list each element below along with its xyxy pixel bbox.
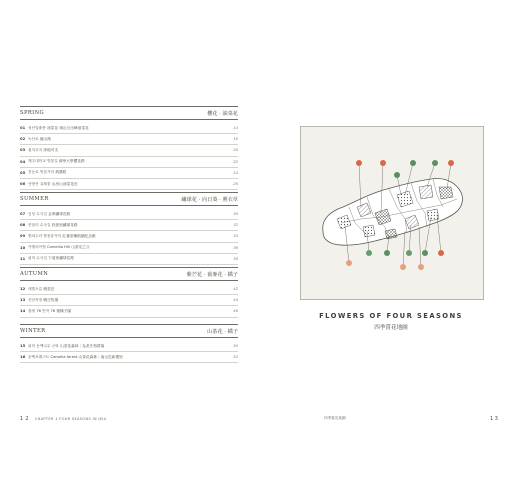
toc-entry[interactable] [20, 145, 238, 156]
entry-page: 36 [233, 245, 238, 250]
left-page [8, 86, 260, 426]
section-header [20, 267, 238, 281]
entry-title: 산천목장 曉日牧場 [28, 297, 59, 302]
entry-number: 12 [20, 287, 26, 292]
entry-page: 38 [233, 256, 238, 261]
toc-entry[interactable] [20, 157, 238, 168]
section-season-en: SPRING [20, 110, 45, 116]
entry-title: 성산일출봉 油菜花 城山日出峰油菜花 [28, 125, 89, 130]
entry-number: 09 [20, 234, 26, 239]
page-number: 1 2 [20, 416, 29, 422]
entry-title: 전농로 벚꽃거리 典農路 [28, 170, 67, 175]
jeju-island-map [301, 127, 483, 299]
entry-page: 20 [233, 148, 238, 153]
section-header [20, 106, 238, 120]
entry-number: 14 [20, 309, 26, 314]
section-season-zh: 繡球花 · 向日葵 · 薰衣草 [181, 196, 238, 203]
entry-number: 07 [20, 212, 26, 217]
entry-title: 종달리 수국길 終達里繡球花路 [28, 222, 78, 227]
toc-entry[interactable] [20, 284, 238, 295]
entry-page: 22 [233, 159, 238, 164]
entry-page: 26 [233, 182, 238, 187]
section-autumn [20, 267, 238, 318]
entry-number: 15 [20, 344, 26, 349]
toc-entry[interactable] [20, 341, 238, 352]
section-header [20, 324, 238, 338]
entry-page: 18 [233, 137, 238, 142]
section-season-en: AUTUMN [20, 271, 49, 277]
entry-page: 32 [233, 223, 238, 228]
section-season-zh: 山茶花 · 橘子 [207, 328, 238, 335]
toc-entry[interactable] [20, 254, 238, 265]
entry-title: 동백포레스트 Camelia forest 山茶花森林｜南元邑新禮里 [28, 354, 123, 359]
entry-page: 42 [233, 287, 238, 292]
entry-page: 14 [233, 126, 238, 131]
section-winter [20, 324, 238, 363]
section-summer [20, 192, 238, 265]
flower-map-panel [300, 126, 484, 300]
section-season-zh: 櫻花 · 油菜花 [207, 110, 238, 117]
entry-page: 50 [233, 344, 238, 349]
toc-entry[interactable] [20, 295, 238, 306]
entry-title: 새별오름 曉星岳 [28, 286, 55, 291]
running-footer-right: 四季賞花地圖 [324, 416, 346, 420]
entry-number: 03 [20, 148, 26, 153]
section-season-en: WINTER [20, 328, 46, 334]
section-spring [20, 106, 238, 190]
section-header [20, 192, 238, 206]
page-number-right: 1 3 [490, 416, 498, 422]
entry-title: 섭지코지 涉地可支 [28, 147, 59, 152]
entry-number: 06 [20, 182, 26, 187]
toc-entry[interactable] [20, 123, 238, 134]
entry-page: 52 [233, 355, 238, 360]
entry-title: 카멜리아힐 Camellia Hill 山茶花之丘 [28, 245, 90, 250]
entry-page: 34 [233, 234, 238, 239]
toc-entry[interactable] [20, 209, 238, 220]
map-subtitle: 四季賞花地圖 [374, 325, 408, 331]
entry-title: 산방산 유채꽃 山房山油菜花田 [28, 181, 78, 186]
entry-number: 05 [20, 170, 26, 175]
entry-title: 김녕 수국길 金寧繡球花路 [28, 211, 71, 216]
entry-number: 02 [20, 137, 26, 142]
entry-page: 44 [233, 298, 238, 303]
entry-number: 10 [20, 245, 26, 250]
entry-page: 30 [233, 212, 238, 217]
entry-number: 13 [20, 298, 26, 303]
toc-entry[interactable] [20, 306, 238, 317]
entry-number: 11 [20, 256, 26, 261]
entry-number: 08 [20, 223, 26, 228]
toc-entry[interactable] [20, 179, 238, 190]
toc-entry[interactable] [20, 220, 238, 231]
right-page [260, 86, 512, 426]
entry-number: 04 [20, 159, 26, 164]
entry-title: 위미 동백나무 군락 山茶花森林｜為美冬柏群落 [28, 343, 105, 348]
toc-entry[interactable] [20, 231, 238, 242]
toc-entry[interactable] [20, 168, 238, 179]
entry-number: 01 [20, 126, 26, 131]
running-footer: CHAPTER 1 FOUR SEASONS IN JEJU [34, 417, 107, 421]
entry-title: 항파두리 항몽유적지 紅番茄種植園紀念館 [28, 233, 96, 238]
entry-page: 24 [233, 170, 238, 175]
page-footer-left [20, 416, 107, 422]
entry-title: 녹산로 鹿山路 [28, 136, 51, 141]
entry-title: 제주대학교 벚꽃길 濟州大學櫻花路 [28, 159, 85, 164]
entry-number: 16 [20, 355, 26, 360]
entry-page: 46 [233, 309, 238, 314]
section-season-en: SUMMER [20, 196, 49, 202]
toc-entry[interactable] [20, 134, 238, 145]
toc-entry[interactable] [20, 352, 238, 363]
entry-title: 광평 76 번지 76 號橘子園 [28, 308, 72, 313]
entry-title: 위미 수국길 下道里繡球花路 [28, 256, 74, 261]
map-title: FLOWERS OF FOUR SEASONS [319, 312, 463, 320]
section-season-zh: 紫芒花 · 蕎麥花 · 橘子 [186, 271, 238, 278]
toc-entry[interactable] [20, 243, 238, 254]
